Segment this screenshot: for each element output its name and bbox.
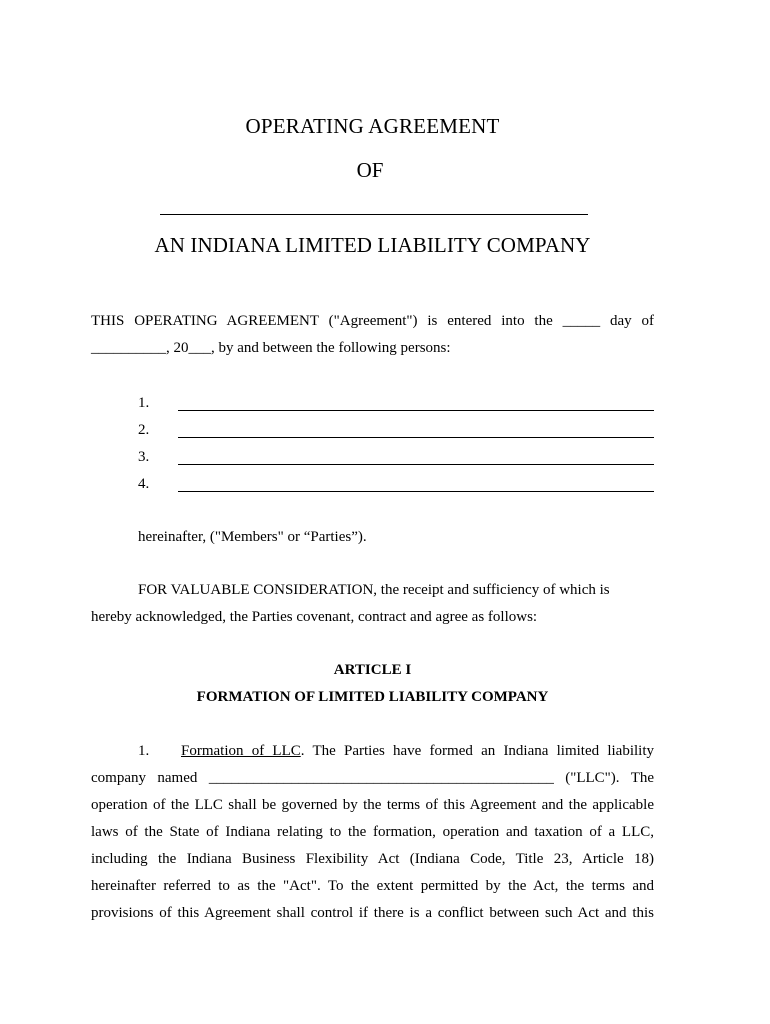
member-number-1: 1. <box>138 395 150 411</box>
member-line-3[interactable] <box>178 464 654 465</box>
section-heading: Formation of LLC <box>181 743 301 759</box>
section-1-line-7: provisions of this Agreement shall control if there is a conflict between such Act and this <box>91 905 654 921</box>
member-number-2: 2. <box>138 422 150 438</box>
section-1-line-5: including the Indiana Business Flexibility Act (Indiana Code, Title 23, Article 18) <box>91 851 654 867</box>
consideration-line-1: FOR VALUABLE CONSIDERATION, the receipt and sufficiency of which is <box>138 582 610 598</box>
llc-name-blank[interactable]: ______________________________________________ <box>208 770 554 786</box>
consideration-line-2: hereby acknowledged, the Parties covenant, contract and agree as follows: <box>91 609 538 625</box>
section-1-line-3: operation of the LLC shall be governed by the terms of this Agreement and the applicable <box>91 797 654 813</box>
intro-text-b: day of <box>610 313 655 329</box>
member-line-1[interactable] <box>178 410 654 411</box>
intro-line-2: __________, 20___, by and between the following persons: <box>91 340 451 356</box>
section-1-line-2 <box>91 770 654 787</box>
llc-abbrev-text: ("LLC"). The <box>565 770 655 786</box>
member-number-3: 3. <box>138 449 150 465</box>
section-1-line-4: laws of the State of Indiana relating to the formation, operation and taxation of a LLC, <box>91 824 654 840</box>
company-named-text: company named <box>91 770 198 786</box>
section-1-line-1: Formation of LLC. The Parties have formed an Indiana limited liability <box>181 743 654 759</box>
member-line-4[interactable] <box>178 491 654 492</box>
section-1-line-1-rest: The Parties have formed an Indiana limited liability <box>312 743 654 759</box>
day-blank[interactable]: _____ <box>562 313 601 329</box>
intro-text-a: THIS OPERATING AGREEMENT ("Agreement") is entered into the <box>91 313 553 329</box>
hereinafter-text: hereinafter, ("Members" or “Parties”). <box>138 529 367 545</box>
company-name-blank-line[interactable] <box>160 214 588 215</box>
intro-line-1 <box>91 313 654 330</box>
section-1-line-6: hereinafter referred to as the "Act". To the extent permitted by the Act, the terms and <box>91 878 654 894</box>
document-title: OPERATING AGREEMENT <box>245 114 500 138</box>
document-subtitle: AN INDIANA LIMITED LIABILITY COMPANY <box>154 233 591 257</box>
document-title-of: OF <box>356 158 384 182</box>
article-title: FORMATION OF LIMITED LIABILITY COMPANY <box>196 689 549 705</box>
article-heading: ARTICLE I <box>333 662 412 678</box>
section-number: 1. <box>138 743 150 759</box>
member-number-4: 4. <box>138 476 150 492</box>
member-line-2[interactable] <box>178 437 654 438</box>
